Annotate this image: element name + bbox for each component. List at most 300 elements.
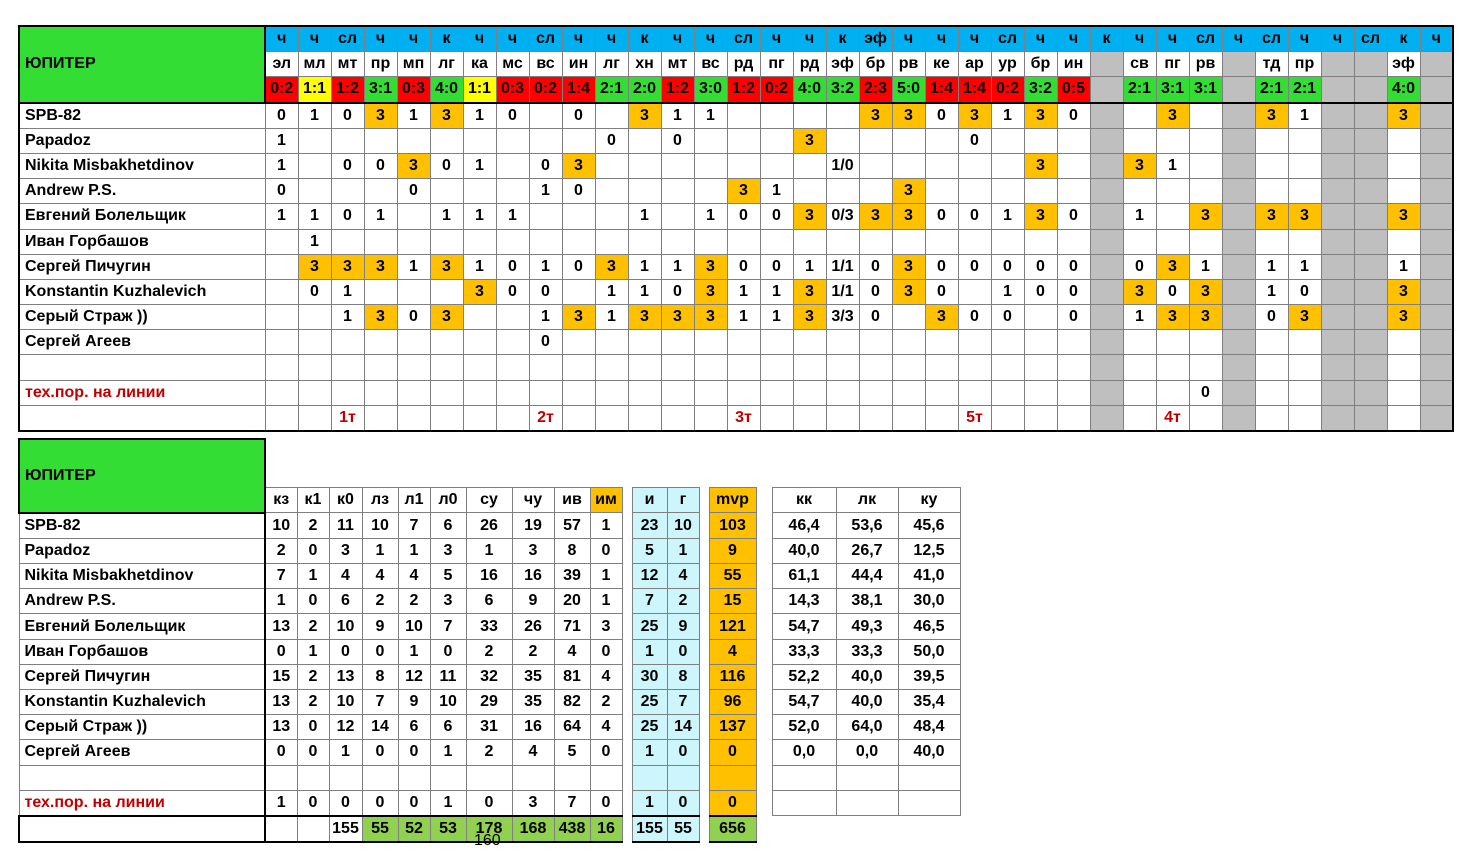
stat-cell: 1 [265,589,297,614]
stat-cell: 1 [667,538,699,563]
player-score-cell [1090,279,1123,304]
spacer [772,816,836,842]
player-score-cell [1420,103,1453,129]
player-name: Nikita Misbakhetdinov [19,153,265,178]
player-score-cell [1255,179,1288,204]
player-score-cell [1321,179,1354,204]
tour-marker [1189,405,1222,431]
stat-cell: 0 [362,790,398,816]
match-score: 1:2 [331,77,364,103]
player-score-cell: 0 [331,204,364,229]
tour-marker [595,405,628,431]
player-score-cell [430,229,463,254]
player-score-cell [1189,103,1222,129]
game-type: сл [727,26,760,52]
stat-cell: 26,7 [836,538,898,563]
match-score: 1:4 [925,77,958,103]
totals-label [19,816,265,842]
opponent-code: мл [298,52,331,77]
player-score-cell [298,355,331,380]
stat-cell: 52,2 [772,664,836,689]
player-score-cell: 3 [1189,204,1222,229]
player-score-cell [1420,204,1453,229]
game-type: ч [1288,26,1321,52]
game-type: ч [760,26,793,52]
player-score-cell: 0 [562,103,595,129]
player-score-cell [991,128,1024,153]
player-score-cell [925,380,958,405]
stat-cell: 4 [398,564,430,589]
player-score-cell [991,380,1024,405]
player-score-cell: 3 [1024,153,1057,178]
stat-cell: 7 [632,589,667,614]
player-score-cell [661,153,694,178]
game-type: ч [925,26,958,52]
stat-cell [709,765,756,790]
total-cell: 178 [466,816,512,842]
player-score-cell: 3 [1123,279,1156,304]
player-score-cell: 0 [265,179,298,204]
stat-cell: 0 [398,740,430,765]
player-score-cell: 3 [1123,153,1156,178]
stat-cell: 1 [265,790,297,816]
player-score-cell: 0 [1189,380,1222,405]
player-score-cell [661,380,694,405]
player-row [19,305,1453,330]
spacer [622,488,632,513]
player-score-cell: 1 [397,254,430,279]
player-score-cell: 3 [1255,204,1288,229]
stat-cell: 54,7 [772,614,836,639]
player-score-cell [562,229,595,254]
stat-header: mvp [709,488,756,513]
game-type: ч [265,26,298,52]
opponent-code: ка [463,52,496,77]
player-score-cell [595,229,628,254]
spacer [699,740,709,765]
game-type: к [1387,26,1420,52]
opponent-code: пр [364,52,397,77]
player-score-cell [1387,153,1420,178]
player-score-cell [925,179,958,204]
player-score-cell [463,229,496,254]
match-score [1090,77,1123,103]
player-score-cell [727,103,760,129]
player-score-cell: 1 [1156,153,1189,178]
stat-cell: 1 [398,538,430,563]
match-score: 3:2 [826,77,859,103]
player-score-cell [1288,179,1321,204]
opponent-code: эл [265,52,298,77]
player-score-cell [760,128,793,153]
tour-marker [496,405,529,431]
stat-cell: 35 [512,664,554,689]
player-name: Nikita Misbakhetdinov [19,564,265,589]
player-score-cell [628,229,661,254]
player-name [19,355,265,380]
stat-header: к0 [329,488,362,513]
player-score-cell [1387,355,1420,380]
player-score-cell [1024,229,1057,254]
spacer [756,690,772,715]
spacer [699,513,709,539]
player-score-cell: 0 [925,279,958,304]
game-type: ч [463,26,496,52]
player-score-cell: 1 [991,103,1024,129]
stat-cell: 1 [430,740,466,765]
player-score-cell [925,153,958,178]
player-score-cell [1057,330,1090,355]
stat-cell: 3 [329,538,362,563]
spacer [699,488,709,513]
opponent-code: пг [1156,52,1189,77]
opponent-code: мс [496,52,529,77]
player-score-cell [1090,355,1123,380]
player-score-cell: 3/3 [826,305,859,330]
spacer [756,740,772,765]
stat-cell: 0 [297,740,329,765]
player-score-cell [1255,153,1288,178]
game-type: к [628,26,661,52]
player-score-cell: 0 [1255,305,1288,330]
stat-cell: 4 [590,664,622,689]
player-score-cell [1222,279,1255,304]
player-score-cell [694,380,727,405]
player-score-cell [298,380,331,405]
game-type: эф [859,26,892,52]
player-score-cell: 1 [1255,254,1288,279]
stat-cell: 2 [297,664,329,689]
player-score-cell: 1 [364,204,397,229]
opponent-code: рд [727,52,760,77]
tour-marker [991,405,1024,431]
stat-cell: 9 [709,538,756,563]
player-score-cell: 3 [1387,305,1420,330]
player-score-cell [1156,128,1189,153]
tours-label [19,405,265,431]
player-score-cell [760,153,793,178]
game-type: ч [1057,26,1090,52]
player-score-cell [628,179,661,204]
stat-cell: 10 [329,690,362,715]
player-score-cell [496,305,529,330]
player-score-cell [265,330,298,355]
stat-cell: 13 [265,614,297,639]
player-score-cell [661,204,694,229]
player-score-cell: 1 [529,254,562,279]
player-score-cell [1354,204,1387,229]
stat-cell: 2 [297,690,329,715]
game-type: к [826,26,859,52]
player-score-cell [562,380,595,405]
player-score-cell: 3 [1024,103,1057,129]
player-score-cell: 0 [859,279,892,304]
player-score-cell: 3 [463,279,496,304]
player-score-cell: 0 [331,103,364,129]
stat-cell: 0 [297,589,329,614]
player-score-cell [364,279,397,304]
player-row [19,229,1453,254]
player-score-cell [529,128,562,153]
player-score-cell: 1 [298,204,331,229]
player-score-cell: 3 [1156,305,1189,330]
spacer [756,538,772,563]
player-score-cell [1288,355,1321,380]
player-score-cell: 3 [958,103,991,129]
match-score: 3:2 [1024,77,1057,103]
stat-cell: 71 [554,614,590,639]
player-score-cell [1354,153,1387,178]
opponent-code: эф [1387,52,1420,77]
player-score-cell: 1 [463,204,496,229]
spacer [265,439,297,488]
player-name: Серый Страж )) [19,715,265,740]
match-score: 0:3 [496,77,529,103]
stat-header: кк [772,488,836,513]
player-score-cell [1189,179,1222,204]
player-score-cell [1255,355,1288,380]
player-score-cell [859,330,892,355]
player-score-cell [1387,380,1420,405]
player-score-cell: 1 [793,254,826,279]
player-score-cell [1321,229,1354,254]
stat-cell: 4 [709,639,756,664]
player-score-cell [892,305,925,330]
player-score-cell: 0 [1024,254,1057,279]
player-score-cell [727,229,760,254]
match-grid [18,25,1454,432]
player-row [19,279,1453,304]
stat-cell: 7 [265,564,297,589]
player-score-cell: 0 [925,103,958,129]
player-score-cell: 0 [331,153,364,178]
opponent-code: пр [1288,52,1321,77]
tour-marker [793,405,826,431]
stat-cell: 0 [362,740,398,765]
player-score-cell: 3 [892,279,925,304]
tour-marker [1321,405,1354,431]
player-score-cell [1090,103,1123,129]
stat-cell: 8 [554,538,590,563]
player-score-cell: 1 [1255,279,1288,304]
match-score: 2:0 [628,77,661,103]
player-score-cell [1255,229,1288,254]
stat-header: су [466,488,512,513]
game-type: сл [1255,26,1288,52]
player-score-cell [1354,103,1387,129]
tour-marker [760,405,793,431]
stat-cell: 0 [265,639,297,664]
player-score-cell [1354,330,1387,355]
stat-cell: 7 [430,614,466,639]
spacer [756,614,772,639]
stats-row [19,564,960,589]
player-score-cell [1222,128,1255,153]
tour-marker [826,405,859,431]
opponent-code: ке [925,52,958,77]
player-score-cell [1321,305,1354,330]
player-score-cell [694,128,727,153]
player-score-cell: 0 [496,279,529,304]
stat-cell: 3 [512,790,554,816]
spacer [699,639,709,664]
game-type: ч [298,26,331,52]
stat-cell: 11 [430,664,466,689]
player-score-cell: 1 [463,153,496,178]
player-score-cell: 3 [793,305,826,330]
player-score-cell [331,128,364,153]
match-score: 1:2 [727,77,760,103]
stat-cell: 137 [709,715,756,740]
player-score-cell: 3 [1288,305,1321,330]
stat-cell: 82 [554,690,590,715]
stats-row [19,715,960,740]
player-score-cell [661,229,694,254]
player-score-cell [991,179,1024,204]
stat-cell: 39,5 [898,664,960,689]
stat-cell: 0 [265,740,297,765]
spacer [329,439,362,488]
tour-marker [694,405,727,431]
player-score-cell [1189,355,1222,380]
match-score: 0:2 [760,77,793,103]
player-score-cell [958,330,991,355]
player-score-cell: 0 [298,279,331,304]
player-score-cell: 3 [562,153,595,178]
opponent-code: пг [760,52,793,77]
stat-cell: 2 [297,513,329,539]
stat-cell: 26 [466,513,512,539]
player-score-cell [1156,204,1189,229]
match-score: 1:1 [463,77,496,103]
stat-header: лз [362,488,398,513]
player-score-cell [298,153,331,178]
player-score-cell [397,128,430,153]
player-score-cell: 1 [991,279,1024,304]
tour-marker [1288,405,1321,431]
stat-cell: 0 [297,790,329,816]
player-score-cell [1057,380,1090,405]
stat-cell: 39 [554,564,590,589]
player-score-cell [1222,330,1255,355]
tour-marker [1354,405,1387,431]
player-score-cell [1156,355,1189,380]
player-name: SPB-82 [19,513,265,539]
player-name: SPB-82 [19,103,265,129]
player-score-cell [859,380,892,405]
player-score-cell: 3 [298,254,331,279]
opponent-code: мт [331,52,364,77]
spacer [756,488,772,513]
player-score-cell [694,179,727,204]
stat-cell: 1 [632,740,667,765]
player-score-cell [1321,330,1354,355]
player-score-cell [529,229,562,254]
player-score-cell [1222,355,1255,380]
stat-cell: 10 [430,690,466,715]
opponent-code [1354,52,1387,77]
player-score-cell [364,330,397,355]
match-score: 3:1 [364,77,397,103]
spacer [836,439,898,488]
opponent-code: вс [529,52,562,77]
player-score-cell: 1 [265,153,298,178]
match-score: 2:3 [859,77,892,103]
game-type: ч [793,26,826,52]
total-cell: 438 [554,816,590,842]
stat-cell [772,765,836,790]
player-score-cell [430,380,463,405]
game-type: ч [661,26,694,52]
player-score-cell [925,229,958,254]
game-type: ч [562,26,595,52]
match-score [1420,77,1453,103]
player-score-cell: 1 [298,103,331,129]
stat-cell: 1 [590,564,622,589]
opponent-code: тд [1255,52,1288,77]
stat-cell: 41,0 [898,564,960,589]
spacer [756,816,772,842]
player-score-cell [826,179,859,204]
stat-cell: 15 [709,589,756,614]
player-score-cell: 3 [364,254,397,279]
match-score [1321,77,1354,103]
player-score-cell [859,179,892,204]
match-score: 2:1 [1255,77,1288,103]
player-score-cell [892,355,925,380]
stat-cell [466,765,512,790]
player-score-cell: 1 [430,204,463,229]
tour-marker [1222,405,1255,431]
stat-cell: 8 [362,664,398,689]
stat-cell: 1 [297,564,329,589]
stat-cell: 11 [329,513,362,539]
player-score-cell [595,103,628,129]
player-score-cell [265,254,298,279]
stat-cell: 7 [667,690,699,715]
total-cell: 155 [632,816,667,842]
player-score-cell [1222,103,1255,129]
stat-cell: 0 [590,740,622,765]
player-score-cell [364,128,397,153]
match-score: 4:0 [1387,77,1420,103]
player-score-cell: 0 [958,254,991,279]
player-score-cell [859,229,892,254]
player-score-cell [1354,355,1387,380]
player-score-cell [958,179,991,204]
stats-row [19,765,960,790]
player-score-cell [793,103,826,129]
player-score-cell [1189,229,1222,254]
player-score-cell [1387,330,1420,355]
player-score-cell: 1 [1189,254,1222,279]
player-name [19,765,265,790]
player-score-cell [1321,128,1354,153]
match-score: 1:2 [661,77,694,103]
opponent-code: ар [958,52,991,77]
player-score-cell: 1 [529,305,562,330]
player-score-cell [496,355,529,380]
stat-cell: 61,1 [772,564,836,589]
stat-cell: 4 [362,564,398,589]
total-cell: 53 [430,816,466,842]
player-score-cell: 3 [892,103,925,129]
player-score-cell [727,128,760,153]
stat-cell: 5 [632,538,667,563]
spacer [699,538,709,563]
player-score-cell: 0 [397,305,430,330]
stat-header: чу [512,488,554,513]
